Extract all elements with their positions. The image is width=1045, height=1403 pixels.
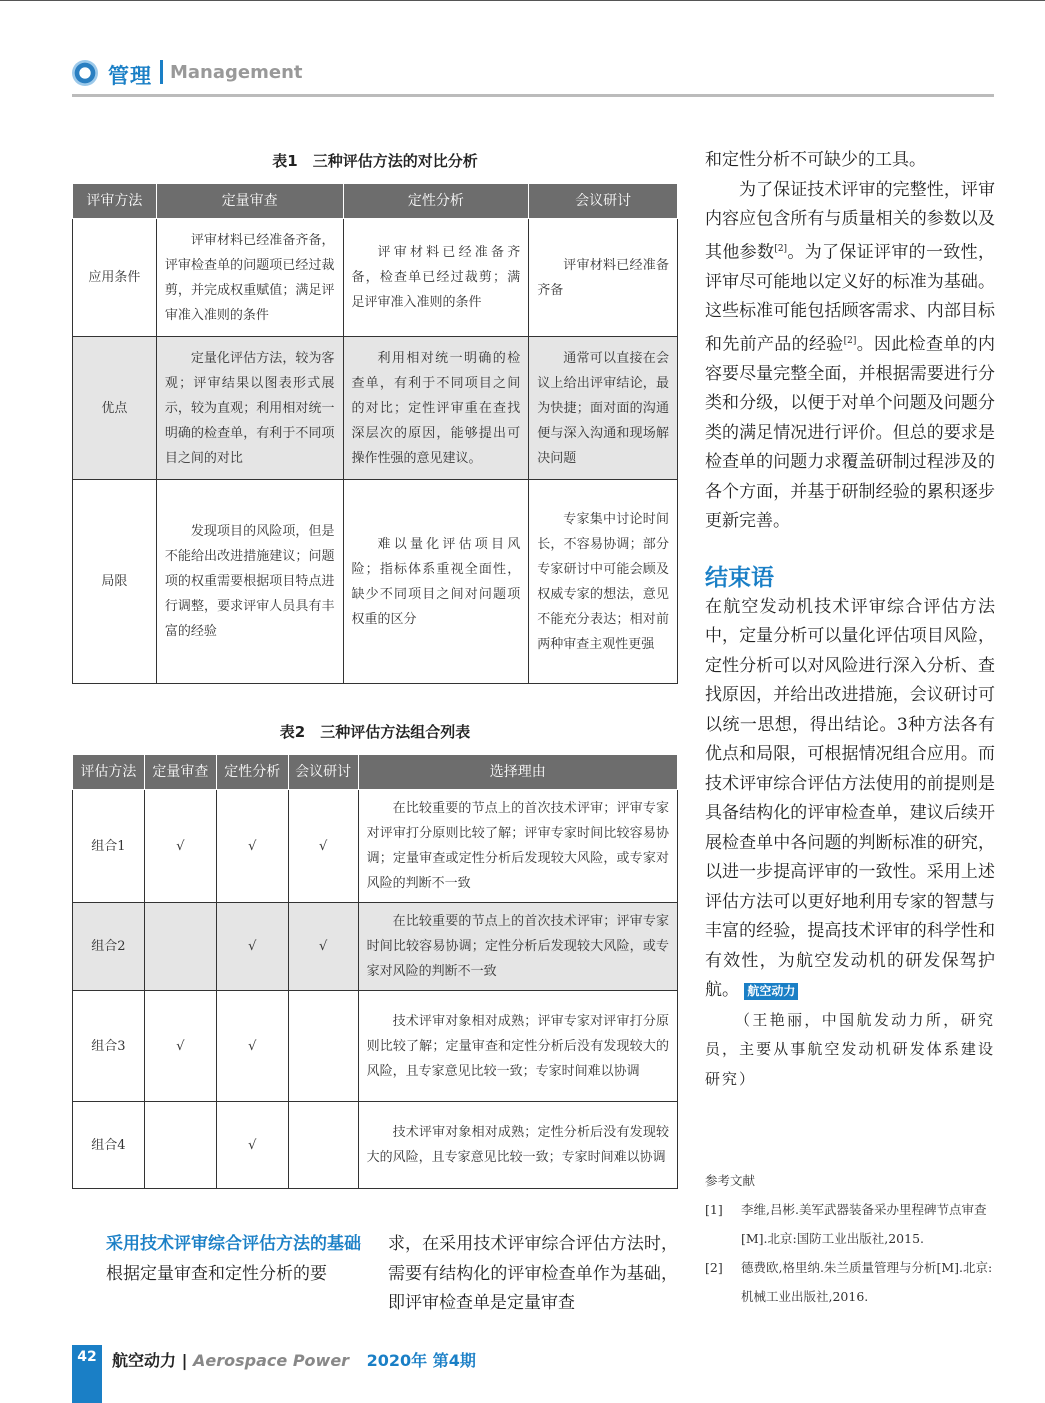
reference-text: 德费欧,格里纳.朱兰质量管理与分析[M].北京:机械工业出版社,2016. bbox=[741, 1260, 993, 1304]
reference-text: 李维,吕彬.美军武器装备采办里程碑节点审查[M].北京:国防工业出版社,2015. bbox=[741, 1202, 987, 1246]
journal-name-en: Aerospace Power bbox=[193, 1351, 350, 1370]
reference-item bbox=[705, 1253, 995, 1311]
text-span: 为了保证技术评审的完整性，评审内容应包含所有与质量相关的参数以及其他参数 bbox=[705, 179, 995, 263]
check-cell: √ bbox=[216, 1102, 288, 1189]
journal-name: 航空动力 bbox=[112, 1351, 177, 1370]
paragraph: 求，在采用技术评审综合评估方法时，需要有结构化的评审检查单作为基础，即评审检查单是定量审查 bbox=[388, 1234, 678, 1313]
check-cell bbox=[288, 1102, 358, 1189]
row-label: 组合4 bbox=[73, 1102, 145, 1189]
table-cell: 专家集中讨论时间长，不容易协调；部分专家研讨中可能会顾及权威专家的想法，意见不能充分表达；相对前两种审查主观性更强 bbox=[529, 480, 678, 684]
reference-number: [2] bbox=[705, 1260, 723, 1275]
table2-header: 定性分析 bbox=[216, 755, 288, 790]
table-row bbox=[73, 903, 678, 991]
conclusion-heading: 结束语 bbox=[705, 564, 774, 591]
table-cell: 难以量化评估项目风险；指标体系重视全面性，缺少不同项目之间对问题项权重的区分 bbox=[343, 480, 529, 684]
table-cell: 评审材料已经准备齐备，检查单已经过裁剪；满足评审准入准则的条件 bbox=[343, 219, 529, 337]
text-span: 在航空发动机技术评审综合评估方法中，定量分析可以量化评估项目风险，定性分析可以对风险进行深入分析、查找原因，并给出改进措施，会议研讨可以统一思想，得出结论。3种方法各有优点和局限，可根据情况组合应用。而技术评审综合评估方法使用的前提则是具备结构化的评审检查单，建议后续开展检查单中各问题的判断标准的研究，以进一步提高评审的一致性。采用上述评估方法可以更好地利用专家的智慧与丰富的经验，提高技术评审的科学性和有效性，为航空发动机的研发保驾护航。 bbox=[705, 596, 995, 1001]
paragraph: 和定性分析不可缺少的工具。 bbox=[705, 150, 926, 170]
row-label: 应用条件 bbox=[73, 219, 157, 337]
journal-footer bbox=[112, 1348, 476, 1371]
check-cell bbox=[144, 1102, 216, 1189]
table1-header: 定性分析 bbox=[343, 184, 529, 219]
end-mark-badge: 航空动力 bbox=[744, 983, 798, 1000]
table-cell: 发现项目的风险项，但是不能给出改进措施建议；问题项的权重需要根据项目特点进行调整，要求评审人员具有丰富的经验 bbox=[156, 480, 343, 684]
check-cell: √ bbox=[216, 991, 288, 1102]
table-row bbox=[73, 790, 678, 903]
table-row bbox=[73, 1102, 678, 1189]
table1-header: 评审方法 bbox=[73, 184, 157, 219]
row-label: 组合1 bbox=[73, 790, 145, 903]
row-label: 优点 bbox=[73, 337, 157, 480]
table-row bbox=[73, 337, 678, 480]
section-title: 管理 bbox=[108, 64, 152, 88]
table1-caption: 表1 三种评估方法的对比分析 bbox=[272, 152, 478, 170]
logo-icon bbox=[72, 60, 98, 86]
middle-column bbox=[388, 1230, 678, 1319]
footer-divider: | bbox=[181, 1351, 194, 1370]
row-label: 局限 bbox=[73, 480, 157, 684]
table2-header: 选择理由 bbox=[358, 755, 677, 790]
table2-header: 会议研讨 bbox=[288, 755, 358, 790]
table1 bbox=[72, 183, 678, 684]
check-cell: √ bbox=[144, 991, 216, 1102]
check-cell: √ bbox=[144, 790, 216, 903]
table-cell: 评审材料已经准备齐备，评审检查单的问题项已经过裁剪，并完成权重赋值；满足评审准入准则的条件 bbox=[156, 219, 343, 337]
table1-header: 定量审查 bbox=[156, 184, 343, 219]
paragraph bbox=[705, 176, 995, 537]
table2-header: 评估方法 bbox=[73, 755, 145, 790]
table2-header: 定量审查 bbox=[144, 755, 216, 790]
section-heading: 采用技术评审综合评估方法的基础 bbox=[106, 1234, 361, 1254]
table-cell: 利用相对统一明确的检查单，有利于不同项目之间的对比；定性评审重在查找深层次的原因，能够提出可操作性强的意见建议。 bbox=[343, 337, 529, 480]
references-title: 参考文献 bbox=[705, 1173, 756, 1188]
section-subtitle: Management bbox=[170, 62, 303, 83]
row-label: 组合2 bbox=[73, 903, 145, 991]
issue-label: 2020年 第4期 bbox=[366, 1351, 476, 1370]
paragraph bbox=[705, 593, 995, 1006]
citation: [2] bbox=[774, 243, 788, 254]
citation: [2] bbox=[843, 335, 857, 346]
table-cell: 评审材料已经准备齐备 bbox=[529, 219, 678, 337]
table1-header: 会议研讨 bbox=[529, 184, 678, 219]
check-cell: √ bbox=[216, 903, 288, 991]
check-cell bbox=[288, 991, 358, 1102]
table-cell: 通常可以直接在会议上给出评审结论，最为快捷；面对面的沟通便与深入沟通和现场解决问题 bbox=[529, 337, 678, 480]
reason-cell: 技术评审对象相对成熟；评审专家对评审打分原则比较了解；定量审查和定性分析后没有发现较大的风险，且专家意见比较一致；专家时间难以协调 bbox=[358, 991, 677, 1102]
reason-cell: 在比较重要的节点上的首次技术评审；评审专家对评审打分原则比较了解；评审专家时间比较容易协调；定量审查或定性分析后发现较大风险，或专家对风险的判断不一致 bbox=[358, 790, 677, 903]
row-label: 组合3 bbox=[73, 991, 145, 1102]
author-note: （王艳丽，中国航发动力所，研究员，主要从事航空发动机研发体系建设研究） bbox=[705, 1010, 995, 1088]
text-span: 。为了保证评审的一致性，评审尽可能地以定义好的标准为基础。这些标准可能包括顾客需求、内部目标和先前产品的经验 bbox=[705, 242, 995, 355]
header-divider bbox=[160, 60, 163, 84]
table2-caption: 表2 三种评估方法组合列表 bbox=[279, 723, 471, 741]
table-row bbox=[73, 991, 678, 1102]
table-cell: 定量化评估方法，较为客观；评审结果以图表形式展示，较为直观；利用相对统一明确的检查单，有利于不同项目之间的对比 bbox=[156, 337, 343, 480]
right-column bbox=[705, 146, 995, 1094]
check-cell: √ bbox=[288, 903, 358, 991]
left-column bbox=[72, 1230, 364, 1289]
table2 bbox=[72, 754, 678, 1189]
text-span: 。因此检查单的内容要尽量完整全面，并根据需要进行分类和分级，以便于对单个问题及问题分类的满足情况进行评价。但总的要求是检查单的问题力求覆盖研制过程涉及的各个方面，并基于研制经验的累积逐步更新完善。 bbox=[705, 334, 995, 532]
table2-header-row bbox=[73, 755, 678, 790]
table-row bbox=[73, 480, 678, 684]
reference-number: [1] bbox=[705, 1202, 723, 1217]
reason-cell: 在比较重要的节点上的首次技术评审；评审专家时间比较容易协调；定性分析后发现较大风险，或专家对风险的判断不一致 bbox=[358, 903, 677, 991]
table-row bbox=[73, 219, 678, 337]
references bbox=[705, 1166, 995, 1311]
paragraph: 根据定量审查和定性分析的要 bbox=[106, 1263, 327, 1284]
check-cell bbox=[144, 903, 216, 991]
header-rule bbox=[72, 94, 994, 97]
check-cell: √ bbox=[216, 790, 288, 903]
table1-header-row bbox=[73, 184, 678, 219]
reference-item bbox=[705, 1195, 995, 1253]
reason-cell: 技术评审对象相对成熟；定性分析后没有发现较大的风险，且专家意见比较一致；专家时间难以协调 bbox=[358, 1102, 677, 1189]
check-cell: √ bbox=[288, 790, 358, 903]
top-rule bbox=[0, 0, 1045, 1]
page-number: 42 bbox=[77, 1349, 97, 1365]
